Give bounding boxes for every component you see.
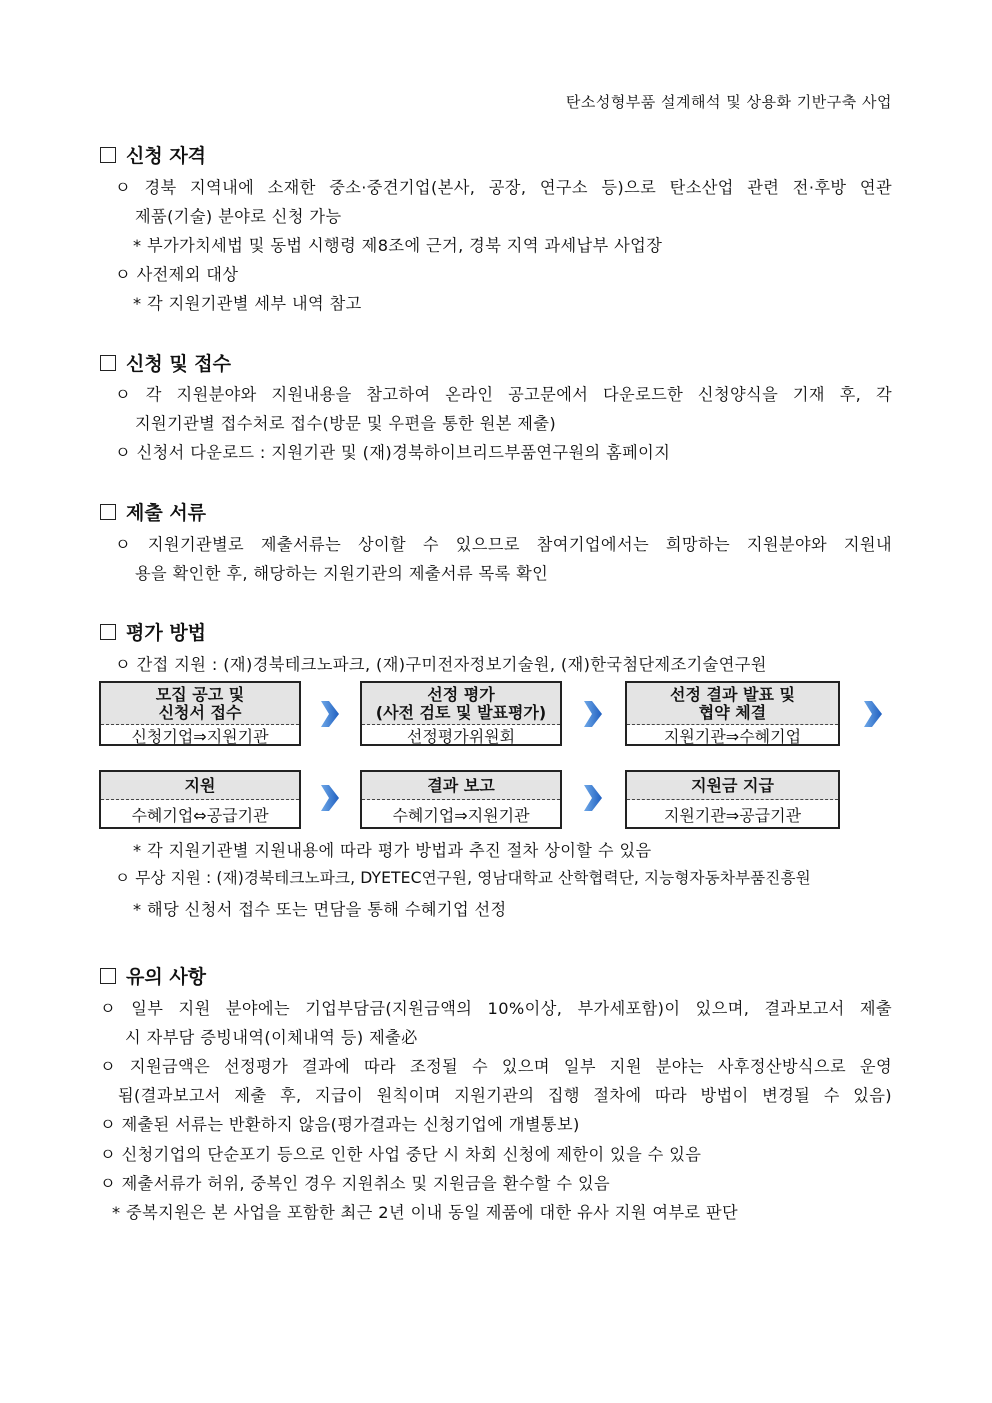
section-title-application [100, 349, 231, 376]
notes-line-4: 됨(결과보고서 제출 후, 지급이 원칙이며 지원기관의 집행 절차에 따라 방법이 변경될 수 있음) [118, 1086, 892, 1105]
flow-step-recruitment [99, 681, 301, 746]
flow-step-payment [625, 770, 840, 829]
qualification-note-2: * 각 지원기관별 세부 내역 참고 [133, 294, 362, 313]
evaluation-line-1: ㅇ 간접 지원 : (재)경북테크노파크, (재)구미전자정보기술원, (재)한국첨단제조기술연구원 [115, 655, 767, 674]
flow-step-subtitle: 협약 체결 [698, 702, 767, 722]
flow-step-report [360, 770, 562, 829]
application-line-3: ㅇ 신청서 다운로드 : 지원기관 및 (재)경북하이브리드부품연구원의 홈페이지 [115, 443, 671, 462]
flow-step-actor: 신청기업⇒지원기관 [131, 726, 269, 746]
arrow-right-icon [319, 697, 341, 731]
section-title-documents [100, 498, 206, 525]
section-title-text: 제출 서류 [126, 502, 207, 524]
notes-line-2: 시 자부담 증빙내역(이체내역 등) 제출必 [125, 1028, 418, 1047]
section-title-text: 평가 방법 [126, 622, 207, 644]
qualification-line-4: ㅇ 사전제외 대상 [115, 265, 239, 284]
evaluation-note-1: * 각 지원기관별 지원내용에 따라 평가 방법과 추진 절차 상이할 수 있음 [133, 841, 652, 860]
qualification-note-1: * 부가가치세법 및 동법 시행령 제8조에 근거, 경북 지역 과세납부 사업장 [133, 236, 663, 255]
flow-step-subtitle: 신청서 접수 [158, 702, 242, 722]
notes-line-7: ㅇ 제출서류가 허위, 중복인 경우 지원취소 및 지원금을 환수할 수 있음 [100, 1174, 611, 1193]
flow-step-actor: 수혜기업⇒지원기관 [392, 805, 530, 825]
flow-step-actor: 선정평가위원회 [406, 726, 516, 746]
flow-step-actor: 수혜기업⇔공급기관 [131, 805, 269, 825]
flow-step-title: 모집 공고 및 [155, 684, 245, 704]
flow-step-title: 지원 [184, 775, 216, 795]
section-title-qualification [100, 141, 206, 168]
flow-step-title: 선정 평가 [427, 684, 495, 704]
arrow-right-icon [582, 697, 604, 731]
evaluation-line-3: ㅇ 무상 지원 : (재)경북테크노파크, DYETEC연구원, 영남대학교 산학협력단, 지능형자동차부품진흥원 [115, 869, 811, 887]
flow-step-subtitle: (사전 검토 및 발표평가) [375, 702, 547, 722]
flow-step-title: 지원금 지급 [691, 775, 774, 795]
flow-step-title: 결과 보고 [427, 775, 495, 795]
documents-line-1: ㅇ 지원기관별로 제출서류는 상이할 수 있으므로 참여기업에서는 희망하는 지원분야와 지원내 [115, 535, 892, 554]
arrow-right-icon [582, 781, 604, 815]
flow-step-actor: 지원기관⇒수혜기업 [663, 726, 802, 746]
flow-step-title: 선정 결과 발표 및 [670, 684, 795, 704]
arrow-right-icon [319, 781, 341, 815]
flow-step-support [99, 770, 301, 829]
notes-line-6: ㅇ 신청기업의 단순포기 등으로 인한 사업 중단 시 차회 신청에 제한이 있을 수 있음 [100, 1145, 702, 1164]
flow-step-actor: 지원기관⇒공급기관 [663, 805, 802, 825]
application-line-2: 지원기관별 접수처로 접수(방문 및 우편을 통한 원본 제출) [135, 414, 557, 433]
checkbox-square-icon [100, 624, 116, 640]
qualification-line-1: ㅇ 경북 지역내에 소재한 중소·중견기업(본사, 공장, 연구소 등)으로 탄소산업 관련 전·후방 연관 [115, 178, 892, 197]
qualification-line-2: 제품(기술) 분야로 신청 가능 [135, 207, 342, 226]
notes-line-3: ㅇ 지원금액은 선정평가 결과에 따라 조정될 수 있으며 일부 지원 분야는 사후정산방식으로 운영 [100, 1057, 892, 1076]
section-title-text: 유의 사항 [126, 966, 207, 988]
application-line-1: ㅇ 각 지원분야와 지원내용을 참고하여 온라인 공고문에서 다운로드한 신청양식을 기재 후, 각 [115, 385, 892, 404]
section-title-evaluation [100, 618, 206, 645]
checkbox-square-icon [100, 355, 116, 371]
checkbox-square-icon [100, 968, 116, 984]
evaluation-note-2: * 해당 신청서 접수 또는 면담을 통해 수혜기업 선정 [133, 900, 507, 919]
notes-note-1: * 중복지원은 본 사업을 포함한 최근 2년 이내 동일 제품에 대한 유사 지원 여부로 판단 [112, 1203, 739, 1222]
notes-line-1: ㅇ 일부 지원 분야에는 기업부담금(지원금액의 10%이상, 부가세포함)이 있으며, 결과보고서 제출 [100, 999, 892, 1018]
checkbox-square-icon [100, 504, 116, 520]
checkbox-square-icon [100, 147, 116, 163]
section-title-text: 신청 자격 [126, 145, 207, 167]
arrow-right-icon [862, 697, 884, 731]
section-title-text: 신청 및 접수 [126, 353, 231, 375]
notes-line-5: ㅇ 제출된 서류는 반환하지 않음(평가결과는 신청기업에 개별통보) [100, 1115, 580, 1134]
flow-step-selection [360, 681, 562, 746]
documents-line-2: 용을 확인한 후, 해당하는 지원기관의 제출서류 목록 확인 [135, 564, 549, 583]
section-title-notes [100, 962, 206, 989]
document-header: 탄소성형부품 설계해석 및 상용화 기반구축 사업 [565, 93, 892, 111]
flow-step-announcement [625, 681, 840, 746]
